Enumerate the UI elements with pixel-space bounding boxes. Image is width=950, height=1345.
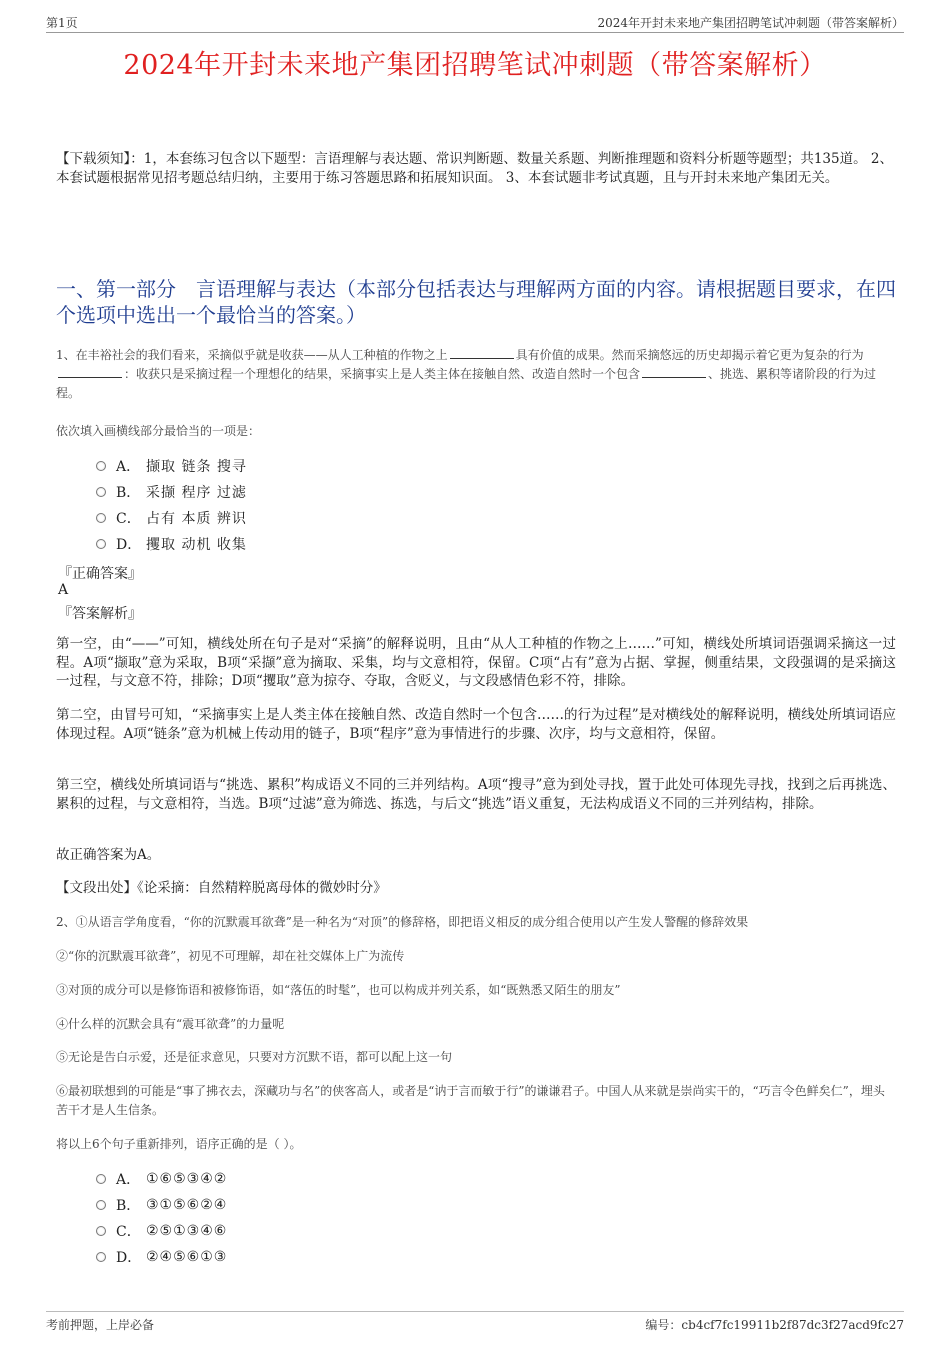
radio-icon[interactable] [96, 1252, 106, 1262]
question-2-line: ②“你的沉默震耳欲聋”，初见不可理解，却在社交媒体上广为流传 [56, 949, 405, 963]
radio-icon[interactable] [96, 1226, 106, 1236]
option-c[interactable]: C． ②⑤①③④⑥ [96, 1218, 227, 1244]
radio-icon[interactable] [96, 513, 106, 523]
question-2-line: ④什么样的沉默会具有“震耳欲聋”的力量呢 [56, 1017, 285, 1031]
page-header [46, 14, 904, 33]
footer-doc-id: 编号：cb4cf7fc19911b2f87dc3f27acd9fc27 [645, 1318, 904, 1332]
question-1-stem: 1、在丰裕社会的我们看来，采摘似乎就是收获——从人工种植的作物之上 具有价值的成果。然而采摘悠远的历史却揭示着它更为复杂的行为：收获只是采摘过程一个理想化的结果，采摘事实上是人类主体在接触自然、改造自然时一个包含 、挑选、累积等诸阶段的行为过程。 [56, 348, 877, 400]
blank-1 [450, 346, 514, 359]
page-footer [46, 1311, 904, 1335]
option-a[interactable]: A． ①⑥⑤③④② [96, 1166, 227, 1192]
blank-2 [58, 365, 122, 378]
radio-icon[interactable] [96, 487, 106, 497]
option-d[interactable]: D． ②④⑤⑥①③ [96, 1244, 227, 1270]
answer-label: 『正确答案』 [58, 566, 142, 582]
blank-3 [642, 365, 706, 378]
page-number: 第1页 [46, 16, 78, 30]
question-2-options [96, 1166, 227, 1270]
radio-icon[interactable] [96, 539, 106, 549]
section-title: 一、第一部分 言语理解与表达（本部分包括表达与理解两方面的内容。请根据题目要求，在四个选项中选出一个最恰当的答案。） [56, 277, 896, 327]
question-2-prompt: 将以上6个句子重新排列，语序正确的是（ ）。 [56, 1137, 302, 1151]
option-d[interactable]: D． 攫取 动机 收集 [96, 531, 247, 557]
download-notice: 【下载须知】：1，本套练习包含以下题型：言语理解与表达题、常识判断题、数量关系题、判断推理题和资料分析题等题型；共135道。 2、本套试题根据常见招考题总结归纳，主要用于练习答题思路和拓展知识面。 3、本套试题非考试真题，且与开封未来地产集团无关。 [56, 151, 893, 186]
question-2-line: ⑥最初联想到的可能是“事了拂衣去，深藏功与名”的侠客高人，或者是“讷于言而敏于行”的谦谦君子。中国人从来就是崇尚实干的，“巧言令色鲜矣仁”，埋头苦干才是人生信条。 [56, 1084, 885, 1117]
radio-icon[interactable] [96, 461, 106, 471]
header-doc-title: 2024年开封未来地产集团招聘笔试冲刺题（带答案解析） [597, 16, 904, 30]
document-title: 2024年开封未来地产集团招聘笔试冲刺题（带答案解析） [123, 50, 827, 81]
question-1-prompt: 依次填入画横线部分最恰当的一项是： [56, 424, 261, 438]
question-1-options [96, 453, 247, 557]
source-citation: 【文段出处】《论采摘：自然精粹脱离母体的微妙时分》 [56, 880, 387, 896]
option-a[interactable]: A． 撷取 链条 搜寻 [96, 453, 247, 479]
analysis-label: 『答案解析』 [58, 606, 142, 622]
radio-icon[interactable] [96, 1200, 106, 1210]
radio-icon[interactable] [96, 1174, 106, 1184]
footer-slogan: 考前押题，上岸必备 [46, 1318, 155, 1332]
analysis-conclusion: 故正确答案为A。 [56, 847, 161, 863]
option-c[interactable]: C． 占有 本质 辨识 [96, 505, 247, 531]
question-2-line: 2、①从语言学角度看，“你的沉默震耳欲聋”是一种名为“对顶”的修辞格，即把语义相反的成分组合使用以产生发人警醒的修辞效果 [56, 915, 749, 929]
answer-value: A [58, 582, 69, 598]
analysis-paragraph: 第三空，横线处所填词语与“挑选、累积”构成语义不同的三并列结构。A项“搜寻”意为到处寻找，置于此处可体现先寻找，找到之后再挑选、累积的过程，与文意相符，当选。B项“过滤”意为筛选、拣选，与后文“挑选”语义重复，无法构成语义不同的三并列结构，排除。 [56, 777, 896, 812]
analysis-paragraph: 第一空，由“——”可知，横线处所在句子是对“采摘”的解释说明，且由“从人工种植的作物之上……”可知，横线处所填词语强调采摘这一过程。A项“撷取”意为采取，B项“采撷”意为摘取、采集，均与文意相符，保留。C项“占有”意为占据、掌握，侧重结果，文段强调的是采摘这一过程，与文意不符，排除；D项“攫取”意为掠夺、夺取，含贬义，与文段感情色彩不符，排除。 [56, 636, 896, 689]
option-b[interactable]: B． ③①⑤⑥②④ [96, 1192, 227, 1218]
question-2-line: ③对顶的成分可以是修饰语和被修饰语，如“落伍的时髦”，也可以构成并列关系，如“既熟悉又陌生的朋友” [56, 983, 621, 997]
option-b[interactable]: B． 采撷 程序 过滤 [96, 479, 247, 505]
analysis-paragraph: 第二空，由冒号可知，“采摘事实上是人类主体在接触自然、改造自然时一个包含……的行为过程”是对横线处的解释说明，横线处所填词语应体现过程。A项“链条”意为机械上传动用的链子，B项“程序”意为事情进行的步骤、次序，均与文意相符，保留。 [56, 707, 896, 742]
question-2-line: ⑤无论是告白示爱，还是征求意见，只要对方沉默不语，都可以配上这一句 [56, 1050, 453, 1064]
